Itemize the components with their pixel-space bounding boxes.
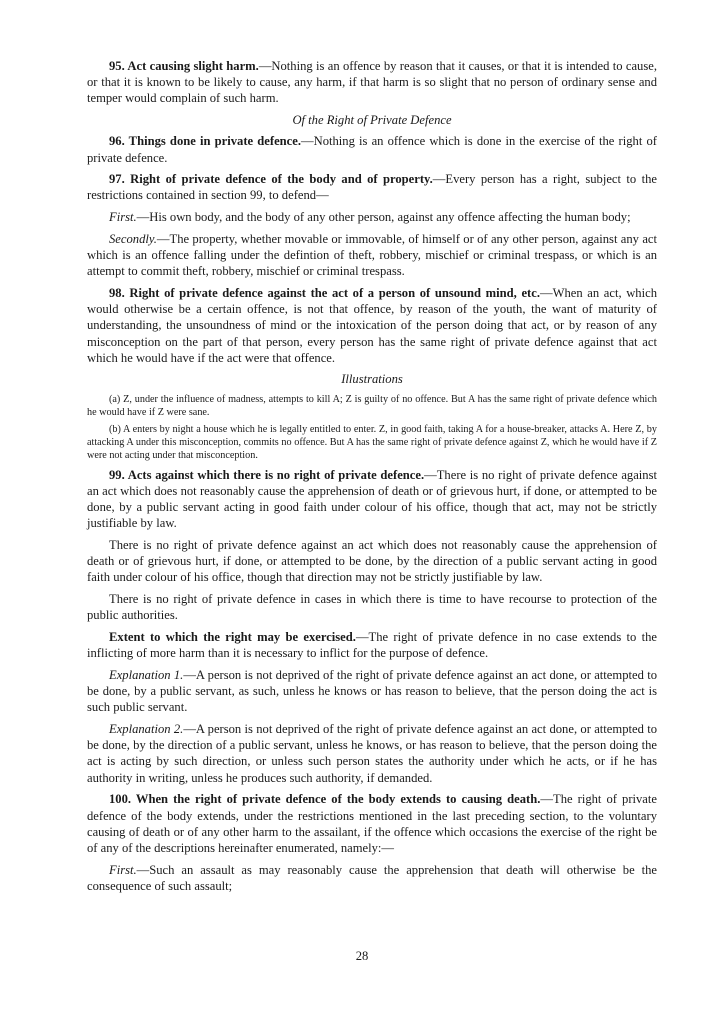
section-99-extent [87, 629, 657, 661]
section-98 [87, 285, 657, 366]
extent-text: —The right of private defence in no case extends to the inflicting of more harm than it is necessary to inflict for the purpose of defence. [87, 630, 657, 661]
section-heading: 99. Acts against which there is no right of private defence. [109, 467, 425, 482]
section-96 [87, 133, 657, 165]
section-heading: 96. Things done in private defence. [109, 134, 301, 149]
clause-label: First. [109, 210, 137, 225]
section-100 [87, 791, 657, 856]
illustration-b [87, 423, 657, 463]
explanation-label: Explanation 1. [109, 667, 184, 682]
explanation-text: —A person is not deprived of the right of private defence against an act done, or attempted to be done, by the direction of a public servant, unless he knows, or has reason to believe, that the person doing the act is acting by such direction, or unless such person states the authority under which he acts, or if he has authority in writing, unless he produces such authority, if demanded. [87, 722, 657, 785]
illustrations-heading: Illustrations [341, 372, 403, 387]
clause-text: —The property, whether movable or immovable, of himself or of any other person, against any act which is an offence falling under the defintion of theft, robbery, mischief or criminal trespass, or which is an attempt to commit theft, robbery, mischief or criminal trespass. [87, 231, 657, 279]
explanation-text: —A person is not deprived of the right of private defence against an act done, or attempted to be done, by a public servant, as such, unless he knows or has reason to believe, that the person doing the act is such public servant. [87, 667, 657, 715]
section-97 [87, 171, 657, 203]
section-97-secondly [87, 231, 657, 280]
section-heading: 100. When the right of private defence of the body extends to causing death. [109, 792, 541, 807]
illustration-a [87, 393, 657, 419]
clause-text: —His own body, and the body of any other person, against any offence affecting the human body; [136, 210, 631, 225]
explanation-1 [87, 667, 657, 716]
illustration-label: (b) [109, 424, 121, 436]
explanation-2 [87, 721, 657, 786]
section-99 [87, 467, 657, 532]
clause-text: —Such an assault as may reasonably cause the apprehension that death will otherwise be the consequence of such assault; [87, 862, 657, 893]
illustration-label: (a) [109, 393, 121, 405]
section-text: —There is no right of private defence against an act which does not reasonably cause the apprehension of death or of grievous hurt, if done, or attempted to be done, by a public servant acting in good faith under colour of his office, though that act, may not be strictly justifiable by law. [87, 467, 657, 531]
section-99-para-3: There is no right of private defence in cases in which there is time to have recourse to protection of the public authorities. [87, 592, 657, 623]
explanation-label: Explanation 2. [109, 722, 184, 737]
section-99-para-2: There is no right of private defence against an act which does not reasonably cause the apprehension of death or of grievous hurt, if done, or attempted to be done, by the direction of a public servant acting in good faith under colour of his office, though that direction may not be strictly justifiable by law. [87, 537, 657, 585]
section-95 [87, 58, 657, 107]
subheading-private-defence: Of the Right of Private Defence [292, 113, 452, 128]
document-page [87, 58, 657, 900]
section-heading: 95. Act causing slight harm. [109, 59, 259, 73]
section-heading: 98. Right of private defence against the act of a person of unsound mind, etc. [109, 285, 540, 300]
section-text: —The right of private defence of the body extends, under the restrictions mentioned in the last preceding section, to the voluntary causing of death or of any other harm to the assailant, if the offence which occasions the exercise of the right be of any of the descriptions hereinafter enumerated, namely:— [87, 792, 657, 855]
illustration-text: A enters by night a house which he is legally entitled to enter. Z, in good faith, taking A for a house-breaker, attacks A. Here Z, by attacking A under this misconception, commits no offence. But A has the same right of private defence against Z, which he would have if Z were not acting under that misconception. [87, 424, 657, 462]
section-text: —Every person has a right, subject to the restrictions contained in section 99, to defend— [87, 172, 657, 203]
illustration-text: Z, under the influence of madness, attempts to kill A; Z is guilty of no offence. But A has the same right of private defence which he would have if Z were sane. [87, 393, 657, 418]
section-text: —Nothing is an offence by reason that it causes, or that it is intended to cause, or that it is known to be likely to cause, any harm, if that harm is so slight that no person of ordinary sense and temper would complain of such harm. [87, 59, 657, 106]
section-heading: 97. Right of private defence of the body and of property. [109, 172, 433, 187]
section-text: —When an act, which would otherwise be a certain offence, is not that offence, by reason of the youth, the want of maturity of understanding, the unsoundness of mind or the intoxication of the person doing that act, or by reason of any misconception on the part of that person, every person has the same right of private defence against that act which he would have if the act were that offence. [87, 285, 657, 365]
clause-label: First. [109, 862, 137, 877]
section-text: —Nothing is an offence which is done in the exercise of the right of private defence. [87, 134, 657, 165]
section-97-first [87, 209, 657, 225]
clause-label: Secondly. [109, 231, 157, 246]
section-100-first [87, 862, 657, 894]
extent-heading: Extent to which the right may be exercised. [109, 630, 356, 644]
page-number: 28 [355, 949, 369, 963]
